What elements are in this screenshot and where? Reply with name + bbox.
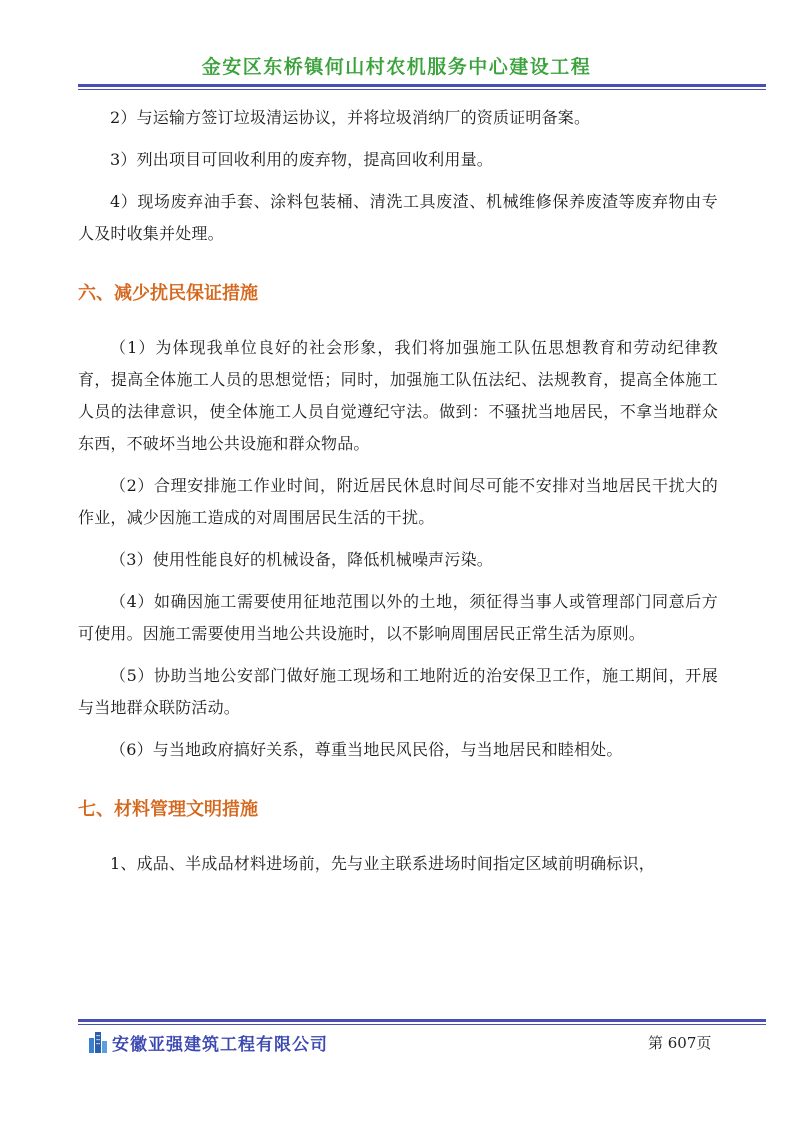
body-paragraph: 4）现场废弃油手套、涂料包装桶、清洗工具废渣、机械维修保养废渣等废弃物由专人及时收集并处理。 [78, 192, 718, 243]
document-title: 金安区东桥镇何山村农机服务中心建设工程 [201, 56, 592, 78]
body-paragraph: （5）协助当地公安部门做好施工现场和工地附近的治安保卫工作，施工期间，开展与当地群众联防活动。 [78, 666, 718, 717]
body-paragraph: （2）合理安排施工作业时间，附近居民休息时间尽可能不安排对当地居民干扰大的作业，减少因施工造成的对周围居民生活的干扰。 [78, 476, 718, 527]
header-rule-thin [78, 89, 766, 90]
section-heading: 七、材料管理文明措施 [78, 799, 258, 820]
section-heading: 六、减少扰民保证措施 [78, 283, 258, 304]
body-paragraph: （3）使用性能良好的机械设备，降低机械噪声污染。 [110, 550, 493, 569]
header-rule-thick [78, 84, 766, 87]
footer-company-name: 安徽亚强建筑工程有限公司 [112, 1035, 328, 1055]
body-paragraph: 1、成品、半成品材料进场前，先与业主联系进场时间指定区域前明确标识， [110, 854, 655, 873]
body-paragraph: 2）与运输方签订垃圾清运协议，并将垃圾消纳厂的资质证明备案。 [110, 108, 591, 127]
building-logo-icon [88, 1030, 108, 1054]
body-paragraph: （1）为体现我单位良好的社会形象，我们将加强施工队伍思想教育和劳动纪律教育，提高全体施工人员的思想觉悟；同时，加强施工队伍法纪、法规教育，提高全体施工人员的法律意识，使全体施工人员自觉遵纪守法。做到：不骚扰当地居民，不拿当地群众东西，不破坏当地公共设施和群众物品。 [78, 338, 718, 453]
footer-rule-thin [78, 1024, 766, 1025]
document-body [78, 102, 718, 890]
body-paragraph: （6）与当地政府搞好关系，尊重当地民风民俗，与当地居民和睦相处。 [110, 740, 623, 759]
body-paragraph: （4）如确因施工需要使用征地范围以外的土地，须征得当事人或管理部门同意后方可使用。因施工需要使用当地公共设施时，以不影响周围居民正常生活为原则。 [78, 592, 718, 643]
footer-rule-thick [78, 1019, 766, 1022]
body-paragraph: 3）列出项目可回收利用的废弃物，提高回收利用量。 [110, 150, 493, 169]
page-number: 第 607页 [648, 1034, 712, 1052]
